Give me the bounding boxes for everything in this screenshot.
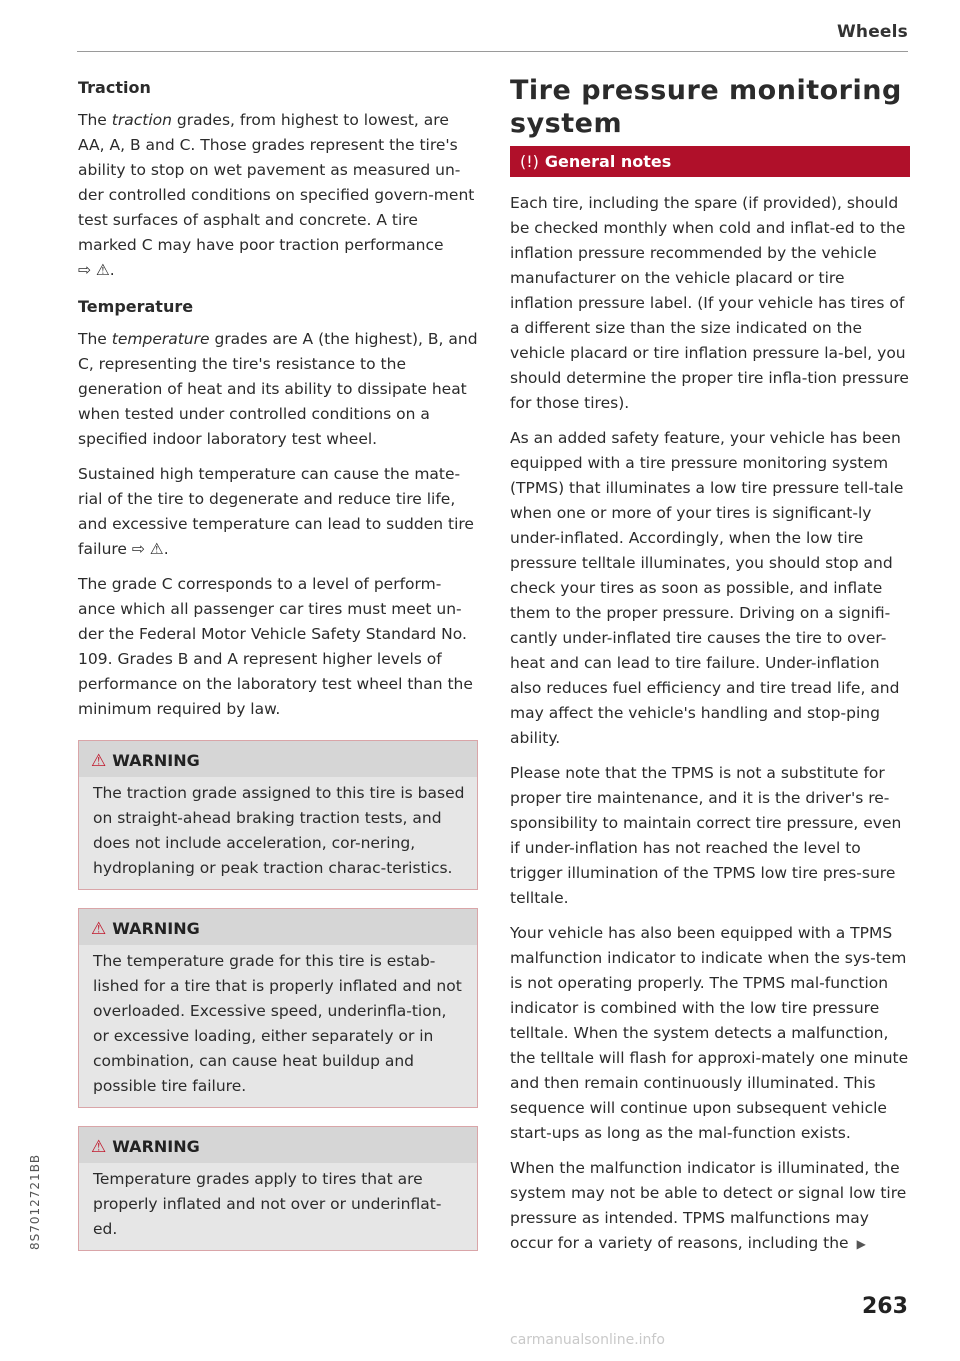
traction-heading: Traction [78,78,151,97]
warning-box-grades [78,1126,478,1251]
section-title: Tire pressure monitoring system [510,75,902,139]
section-header: Wheels [836,22,908,42]
right-column [510,72,910,1267]
temperature-paragraph-2: Sustained high temperature can cause the mate-rial of the tire to degenerate and reduce tire life, and excessive temperature can lead to sudden tire failure ⇨ ⚠. [78,465,474,558]
warning-header [79,741,477,777]
header-rule [77,51,908,52]
notes-paragraph-5 [510,1156,910,1257]
warning-text: The temperature grade for this tire is estab-lished for a tire that is properly inflated and not overloaded. Excessive speed, underinfla-tion, or excessive loading, either separately or in combination, can cause heat buildup and possible tire failure. [93,952,462,1095]
warning-label: WARNING [112,1137,200,1156]
warning-header [79,1127,477,1163]
notes-paragraph-3: Please note that the TPMS is not a substitute for proper tire maintenance, and it is the driver's re-sponsibility to maintain correct tire pressure, even if under-inflation has not reached the level to trigger illumination of the TPMS low tire pres-sure telltale. [510,764,902,907]
notes-paragraph-2: As an added safety feature, your vehicle has been equipped with a tire pressure monitoring system (TPMS) that illuminates a low tire pressure tell-tale when one or more of your tires is significant-ly under-inflated. Accordingly, when the low tire pressure telltale illuminates, you should stop and check your tires as soon as possible, and inflate them to the proper pressure. Driving on a signifi-cantly under-inflated tire causes the tire to over-heat and can lead to tire failure. Under-inflation also reduces fuel efficiency and tire tread life, and may affect the vehicle's handling and stop-ping ability. [510,429,904,747]
page-number: 263 [862,1294,908,1319]
warning-label: WARNING [112,919,200,938]
warning-text: The traction grade assigned to this tire is based on straight-ahead braking traction tests, and does not include acceleration, cor-nering, hydroplaning or peak traction charac-teristics. [93,784,465,877]
continue-arrow-icon[interactable]: ▶ [856,1237,866,1251]
general-notes-bar [510,146,910,177]
temperature-term: temperature [111,330,210,348]
warning-triangle-icon: ⚠ [91,919,107,939]
warning-box-traction [78,740,478,890]
traction-term: traction [111,111,172,129]
warning-label: WARNING [112,751,200,770]
temp-text-post: grades are A (the highest), B, and C, representing the tire's resistance to the generation of heat and its ability to dissipate heat when tested under controlled conditions on a specified indoor laboratory test wheel. [78,330,478,448]
temp-text-pre: The [78,330,112,348]
temperature-paragraph-1 [78,327,478,452]
warning-triangle-icon: ⚠ [91,1137,107,1157]
warning-reference-link[interactable]: ⇨ ⚠. [78,261,115,279]
warning-triangle-icon: ⚠ [91,751,107,771]
warning-header [79,909,477,945]
caution-circle-icon: (!) [520,152,539,171]
left-column [78,72,478,1263]
temperature-paragraph-3: The grade C corresponds to a level of perform-ance which all passenger car tires must meet un-der the Federal Motor Vehicle Safety Standard No. 109. Grades B and A represent higher levels of performance on the laboratory test wheel than the minimum required by law. [78,575,473,718]
traction-text-post: grades, from highest to lowest, are AA, A, B and C. Those grades represent the tire's ability to stop on wet pavement as measured un-der controlled conditions on specified govern-ment test surfaces of asphalt and concrete. A tire marked C may have poor traction performance [78,111,475,254]
document-code: 8S7012721BB [28,1153,42,1250]
traction-text-pre: The [78,111,112,129]
temperature-heading: Temperature [78,297,194,316]
traction-paragraph [78,108,478,283]
warning-text: Temperature grades apply to tires that are properly inflated and not over or underinflat-ed. [93,1170,442,1238]
notes-paragraph-4: Your vehicle has also been equipped with a TPMS malfunction indicator to indicate when the sys-tem is not operating properly. The TPMS mal-function indicator is combined with the low tire pressure telltale. When the system detects a malfunction, the telltale will flash for approxi-mately one minute and then remain continuously illuminated. This sequence will continue upon subsequent vehicle start-ups as long as the mal-function exists. [510,924,909,1142]
general-notes-label: General notes [544,152,672,171]
notes-paragraph-1: Each tire, including the spare (if provided), should be checked monthly when cold and inflat-ed to the inflation pressure recommended by the vehicle manufacturer on the vehicle placard or tire inflation pressure label. (If your vehicle has tires of a different size than the size indicated on the vehicle placard or tire inflation pressure la-bel, you should determine the proper tire infla-tion pressure for those tires). [510,194,909,412]
notes-text: When the malfunction indicator is illuminated, the system may not be able to detect or signal low tire pressure as intended. TPMS malfunctions may occur for a variety of reasons, including the [510,1159,907,1252]
watermark: carmanualsonline.info [510,1332,665,1348]
warning-box-temperature [78,908,478,1108]
